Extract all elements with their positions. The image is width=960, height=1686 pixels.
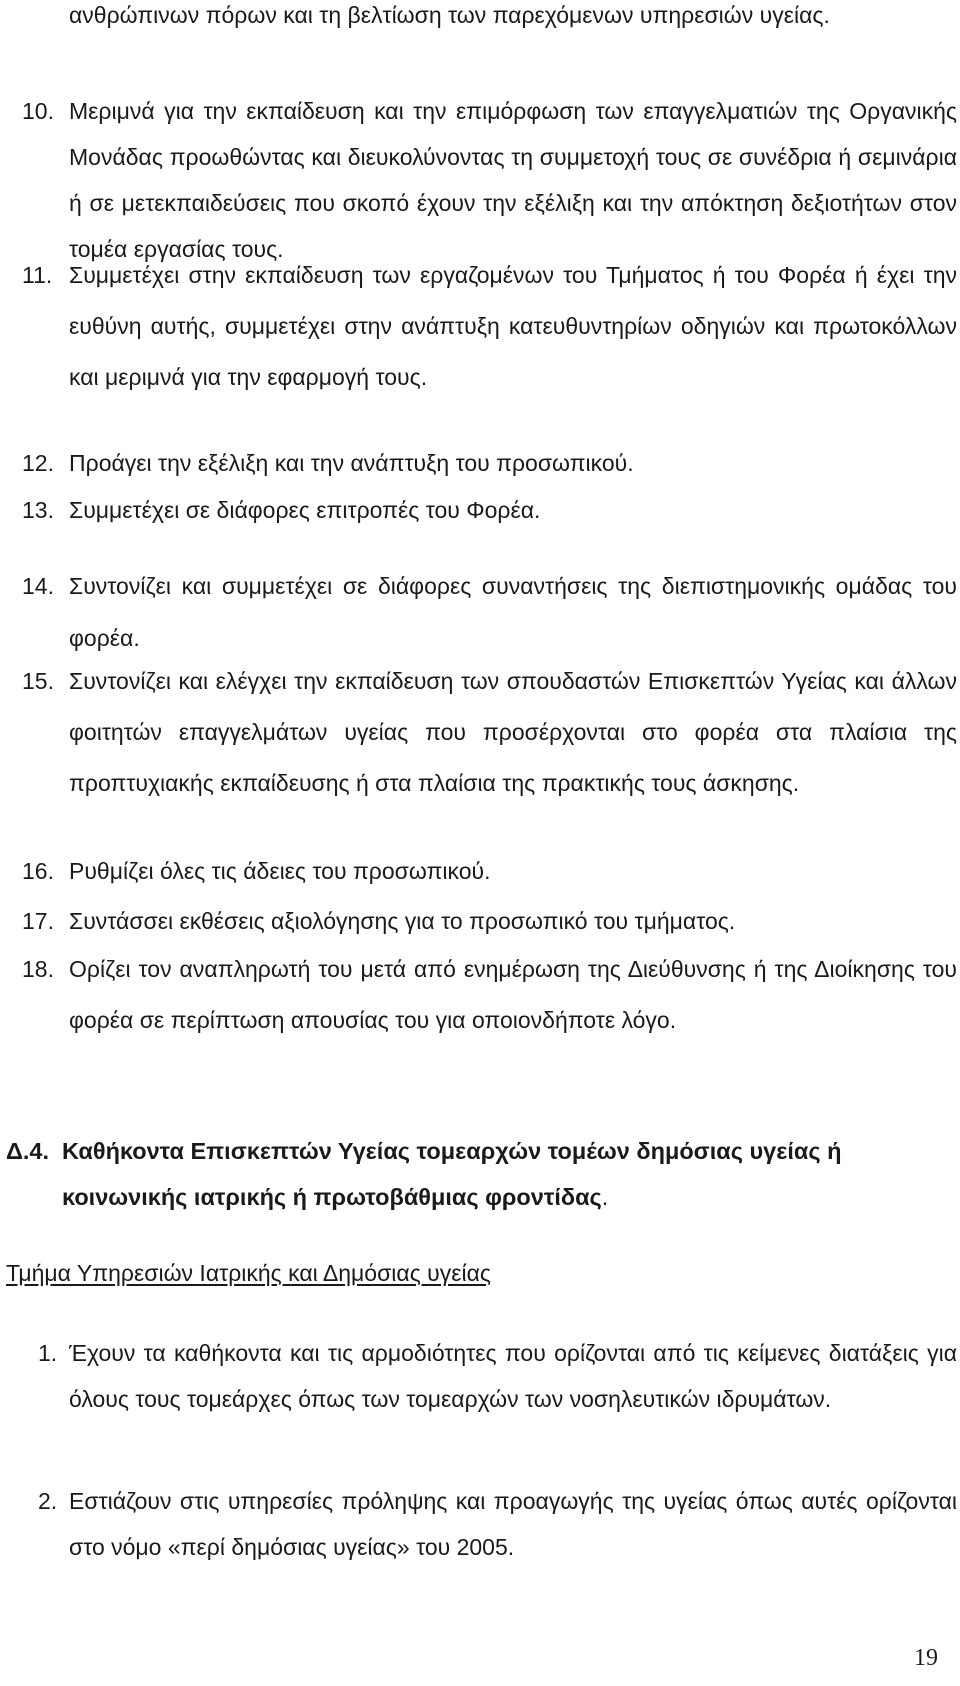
section-number: Δ.4. [6, 1138, 50, 1164]
item-text: Ρυθμίζει όλες τις άδειες του προσωπικού. [69, 858, 491, 884]
item-number: 13. [22, 497, 54, 523]
item-number: 18. [22, 956, 54, 982]
subsection-title: Τμήμα Υπηρεσιών Ιατρικής και Δημόσιας υγείας [6, 1260, 491, 1286]
item-number: 14. [22, 573, 54, 599]
item-text: Έχουν τα καθήκοντα και τις αρμοδιότητες που ορίζονται από τις κείμενες διατάξεις για όλους τους τομεάρχες όπως των τομεαρχών των νοσηλευτικών ιδρυμάτων. [69, 1340, 957, 1412]
item-number: 1. [38, 1340, 58, 1366]
section-title-end: . [601, 1184, 609, 1210]
intro-continuation: ανθρώπινων πόρων και τη βελτίωση των παρεχόμενων υπηρεσιών υγείας. [69, 2, 830, 28]
item-number: 17. [22, 908, 54, 934]
item-text: Συμμετέχει σε διάφορες επιτροπές του Φορέα. [69, 497, 541, 523]
item-number: 10. [22, 98, 54, 124]
item-text: Συντονίζει και ελέγχει την εκπαίδευση των σπουδαστών Επισκεπτών Υγείας και άλλων φοιτητών επαγγελμάτων υγείας που προσέρχονται στο φορέα στα πλαίσια της προπτυχιακής εκπαίδευσης ή στα πλαίσια της πρακτικής τους άσκησης. [69, 668, 957, 796]
item-text: Μεριμνά για την εκπαίδευση και την επιμόρφωση των επαγγελματιών της Οργανικής Μονάδας προωθώντας και διευκολύνοντας τη συμμετοχή τους σε συνέδρια ή σεμινάρια ή σε μετεκπαιδεύσεις που σκοπό έχουν την εξέλιξη και την απόκτηση δεξιοτήτων στον τομέα εργασίας τους. [69, 98, 957, 262]
page-number: 19 [914, 1645, 938, 1671]
item-number: 11. [22, 262, 53, 288]
item-number: 2. [38, 1488, 58, 1514]
item-text: Συντονίζει και συμμετέχει σε διάφορες συναντήσεις της διεπιστημονικής ομάδας του φορέα. [69, 573, 957, 651]
item-text: Συντάσσει εκθέσεις αξιολόγησης για το προσωπικό του τμήματος. [69, 908, 736, 934]
item-number: 12. [22, 450, 54, 476]
section-title-text: Καθήκοντα Επισκεπτών Υγείας τομεαρχών τομέων δημόσιας υγείας ή κοινωνικής ιατρικής ή πρωτοβάθμιας φροντίδας [62, 1138, 842, 1210]
section-title [62, 1128, 956, 1220]
item-number: 15. [22, 668, 54, 694]
item-text: Συμμετέχει στην εκπαίδευση των εργαζομένων του Τμήματος ή του Φορέα ή έχει την ευθύνη αυτής, συμμετέχει στην ανάπτυξη κατευθυντηρίων οδηγιών και πρωτοκόλλων και μεριμνά για την εφαρμογή τους. [69, 262, 957, 390]
item-number: 16. [22, 858, 54, 884]
item-text: Προάγει την εξέλιξη και την ανάπτυξη του προσωπικού. [69, 450, 634, 476]
item-text: Ορίζει τον αναπληρωτή του μετά από ενημέρωση της Διεύθυνσης ή της Διοίκησης του φορέα σε περίπτωση απουσίας του για οποιονδήποτε λόγο. [69, 956, 957, 1033]
item-text: Εστιάζουν στις υπηρεσίες πρόληψης και προαγωγής της υγείας όπως αυτές ορίζονται στο νόμο «περί δημόσιας υγείας» του 2005. [69, 1488, 957, 1560]
